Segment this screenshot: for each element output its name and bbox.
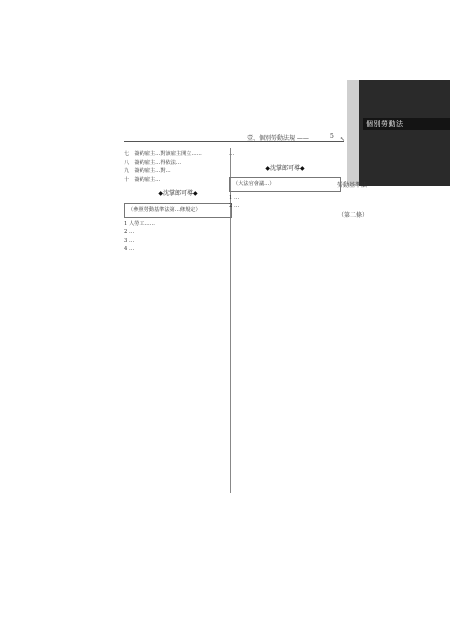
chapter-tab-edge (347, 80, 359, 186)
list-item: 八 簽約雇主…得依法… (124, 159, 182, 166)
list-item: 3 … (124, 237, 135, 244)
side-label: 勞動基準法 (337, 182, 368, 189)
chapter-tab (347, 80, 450, 186)
left-column (124, 150, 232, 254)
page-number: 5 (330, 133, 334, 140)
list-item: 1 … (229, 194, 240, 201)
list-item: 2 … (124, 229, 135, 236)
section-title: ◆沈掌郎可導◆ (158, 190, 198, 198)
bracket-note: （參照勞動基準法第…條規定） (124, 203, 232, 218)
running-header: 壹、個別勞動法規 —— (247, 135, 309, 142)
right-column (229, 150, 341, 211)
list-item: 4 … (124, 246, 135, 253)
list-item: 九 簽約雇主…對… (124, 168, 171, 175)
section-title: ◆沈掌郎可導◆ (265, 164, 305, 172)
paragraph: … (229, 151, 235, 157)
list-item: 十 簽約雇主… (124, 176, 161, 183)
bracket-note: （大法官會議…） (229, 177, 341, 192)
corner-mark: ↖ (340, 136, 346, 143)
list-item: 七 簽約雇主…對該雇主開立…… (124, 151, 202, 157)
chapter-tab-label: 個別勞動法 (363, 118, 450, 130)
list-item: 1 人勞工…… (124, 220, 155, 227)
list-item: 2 … (229, 203, 240, 210)
header-rule (124, 141, 344, 142)
side-note: （第二條） (338, 212, 369, 219)
